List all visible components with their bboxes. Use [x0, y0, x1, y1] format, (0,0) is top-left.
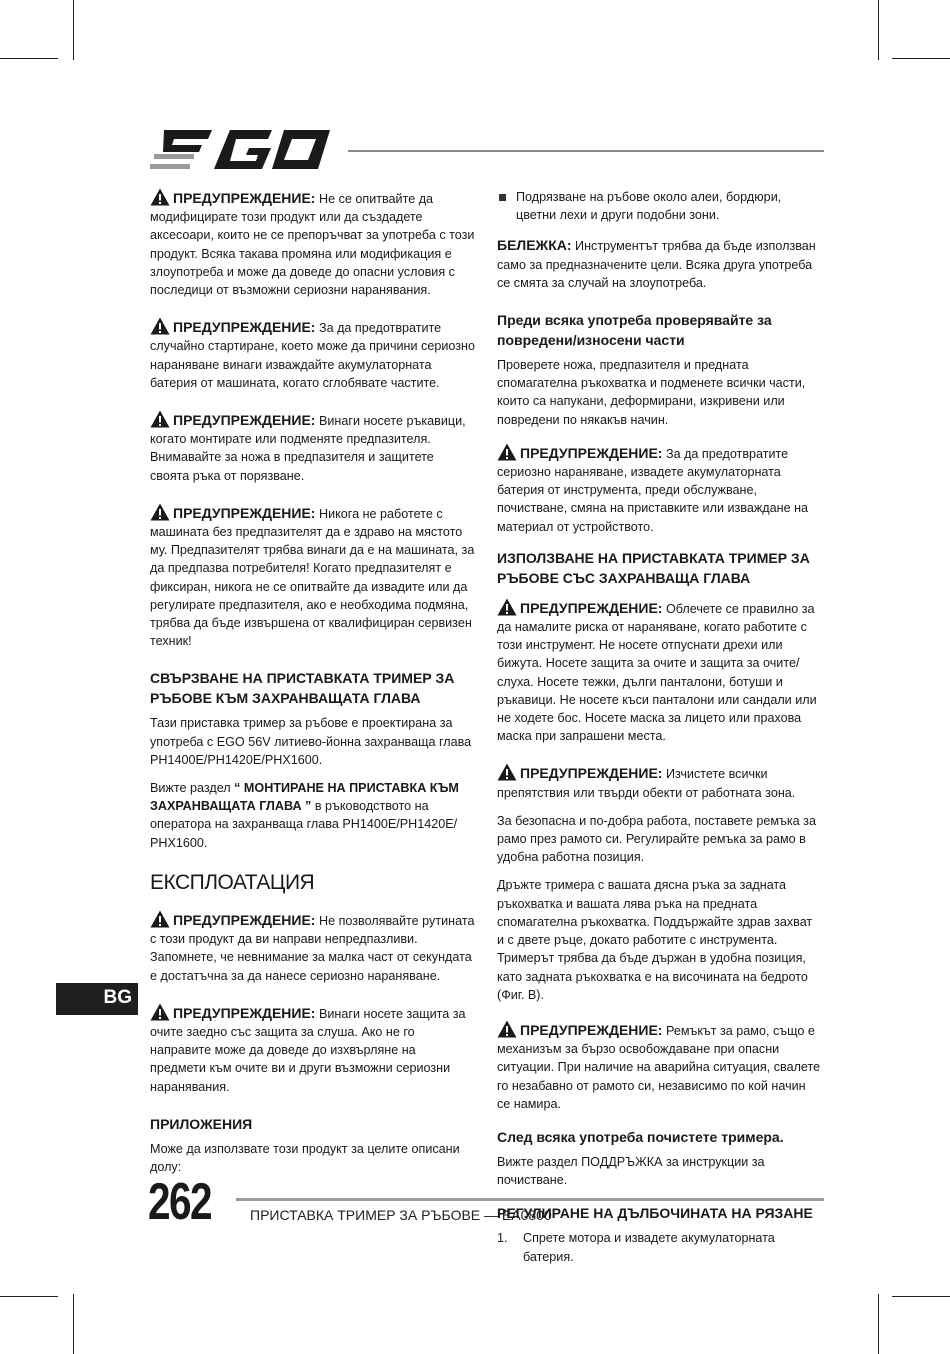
strap-text: За безопасна и по-добра работа, поставете ремъка за рамо през рамото си. Регулирайте ремъка за рамо в удобна работна позиция. [497, 813, 816, 865]
warning-label: ПРЕДУПРЕЖДЕНИЕ: [173, 504, 316, 521]
note-label: БЕЛЕЖКА: [497, 237, 572, 254]
warning-triangle-icon [497, 1020, 517, 1038]
check-text: Проверете ножа, предпазителя и предната спомагателна ръкохватка и подменете всички части, които са напукани, деформирани, изкривени или повредени по някакъв начин. [497, 358, 806, 427]
language-tab-label: BG [103, 987, 132, 1008]
note-text: Инструментът трябва да бъде използван само за предназначените цели. Всяка друга употреба се смята за случай на злоупотреба. [497, 239, 816, 290]
warning-triangle-icon [150, 1003, 170, 1021]
warning-block [150, 317, 475, 392]
language-tab [56, 983, 138, 1015]
warning-triangle-icon [150, 910, 170, 928]
list-item [497, 1229, 822, 1265]
ego-logo [150, 128, 332, 172]
warning-label: ПРЕДУПРЕЖДЕНИЕ: [520, 599, 663, 616]
connect-reference [150, 779, 475, 852]
warning-text: Изчистете всички препятствия или твърди обекти от работната зона. [497, 767, 796, 800]
crop-mark [0, 58, 58, 59]
list-item [497, 188, 822, 224]
warning-block [150, 503, 475, 651]
crop-mark [878, 1294, 879, 1354]
warning-triangle-icon [150, 188, 170, 206]
warning-text: За да предотвратите сериозно нараняване, извадете акумулаторната батерия от инструмента, преди обслужване, почистване, смяна на приставките или изваждане на материал от устройството. [497, 446, 809, 534]
warning-label: ПРЕДУПРЕЖДЕНИЕ: [173, 1004, 316, 1021]
use-heading: ИЗПОЛЗВАНЕ НА ПРИСТАВКАТА ТРИМЕР ЗА РЪБОВЕ СЪС ЗАХРАНВАЩА ГЛАВА [497, 549, 810, 586]
crop-mark [73, 1294, 74, 1354]
header-rule [348, 150, 824, 152]
warning-triangle-icon [150, 410, 170, 428]
reference-prefix: Вижте раздел [150, 781, 235, 796]
warning-triangle-icon [497, 763, 517, 781]
reference-suffix: в ръководството на оператора на захранваща глава PH1400E/PH1420E/ PHX1600. [150, 799, 458, 850]
warning-triangle-icon [497, 598, 517, 616]
crop-mark [892, 1296, 950, 1297]
warning-label: ПРЕДУПРЕЖДЕНИЕ: [520, 444, 663, 461]
warning-service [497, 443, 822, 536]
clean-text: Вижте раздел ПОДДРЪЖКА за инструкции за почистване. [497, 1154, 765, 1188]
warning-block [150, 1003, 475, 1096]
left-column [150, 188, 475, 1186]
warning-label: ПРЕДУПРЕЖДЕНИЕ: [173, 911, 316, 928]
connect-heading: СВЪРЗВАНЕ НА ПРИСТАВКАТА ТРИМЕР ЗА РЪБОВЕ КЪМ ЗАХРАНВАЩАТА ГЛАВА [150, 670, 455, 707]
warning-label: ПРЕДУПРЕЖДЕНИЕ: [173, 190, 316, 206]
warning-block [150, 910, 475, 985]
warning-text: Не позволявайте рутината с този продукт да ви направи непредпазливи. Запомнете, че невнимание за малка част от секундата е достатъчна за да нанесе сериозно нараняване. [150, 913, 475, 983]
warning-dress [497, 598, 822, 746]
warning-triangle-icon [497, 443, 517, 461]
warning-block [150, 188, 475, 299]
warning-clear [497, 763, 822, 801]
right-column [497, 188, 822, 1266]
note [497, 236, 822, 292]
hold-text: Дръжте тримера с вашата дясна ръка за задната ръкохватка и вашата лява ръка на предната спомагателна ръкохватка. Поддържайте здрав захват и с двете ръце, докато работите с инструмента. Тримерът трябва да бъде държан в удобна позиция, като задната ръкохватка е на височината на бедрото (Фиг. В). [497, 878, 813, 1002]
footer-title: ПРИСТАВКА ТРИМЕР ЗА РЪБОВЕ — EA0800 [250, 1207, 552, 1223]
warning-text: Винаги носете ръкавици, когато монтирате или подменяте предпазителя. Внимавайте за ножа в предпазителя и защитете своята ръка от порязване. [150, 414, 466, 483]
warnings-top [150, 188, 475, 650]
operation-heading: ЕКСПЛОАТАЦИЯ [150, 870, 315, 894]
warning-text: Ремъкът за рамо, също е механизъм за бързо освобождаване при опасни ситуации. При наличие на аварийна ситуация, свалете го незабавно от рамото си, независимо по кой начин се намира. [497, 1023, 821, 1111]
bullet-square-icon [499, 194, 506, 201]
warning-label: ПРЕДУПРЕЖДЕНИЕ: [173, 412, 316, 429]
check-heading: Преди всяка употреба проверявайте за повредени/износени части [497, 312, 772, 349]
warning-text: Облечете се правилно за да намалите риска от нараняване, когато работите с този инструмент. Не носете отпуснати дрехи или бижута. Носете защита за очите и защита за очите/ слуха. Носете тежки, дълги панталони, ботуши и ръкавици. Не носете къси панталони или сандали или не ходете бос. Носете маска за лицето или прахова маска при запрашени места. [497, 601, 817, 744]
step-text: Спрете мотора и извадете акумулаторната батерия. [523, 1231, 775, 1264]
warning-text: Никога не работете с машината без предпазителят да е здраво на мястото му. Предпазителят трябва винаги да е на машината, за да предпазва потребителя! Когато предпазителят е фиксиран, никога не се опитвайте да извадите или да регулирате предпазителя, ако е необходима подмяна, трябва да бъде извършена от квалифициран сервизен техник! [150, 506, 475, 649]
reference-section: “ МОНТИРАНЕ НА ПРИСТАВКА КЪМ ЗАХРАНВАЩАТА ГЛАВА ” [150, 781, 459, 814]
warning-strap [497, 1020, 822, 1113]
connect-paragraph: Тази приставка тример за ръбове е проектирана за употреба с EGO 56V литиево-йонна захранваща глава PH1400E/PH1420E/PHX1600. [150, 716, 472, 767]
warning-label: ПРЕДУПРЕЖДЕНИЕ: [520, 1021, 663, 1038]
warning-text: Винаги носете защита за очите заедно със защита за слуша. Ако не го направите може да доведе до изхвърляне на предмети към очите ви и други възможни сериозни наранявания. [150, 1006, 466, 1094]
warnings-operation [150, 910, 475, 1096]
warning-block [150, 410, 475, 485]
page-number: 262 [148, 1173, 211, 1231]
crop-mark [892, 58, 950, 59]
footer-rule [236, 1198, 824, 1201]
crop-mark [878, 0, 879, 60]
crop-mark [0, 1296, 58, 1297]
warning-triangle-icon [150, 503, 170, 521]
warning-label: ПРЕДУПРЕЖДЕНИЕ: [520, 765, 663, 782]
warning-triangle-icon [150, 317, 170, 335]
warning-text: Не се опитвайте да модифицирате този продукт или да създадете аксесоари, които не се препоръчват за употреба с този продукт. Всяка такава промяна или модификация е злоупотреба и може да доведе до опасни условия с последици от възможни сериозни наранявания. [150, 192, 475, 298]
warning-label: ПРЕДУПРЕЖДЕНИЕ: [173, 319, 316, 336]
bullet-text: Подрязване на ръбове около алеи, бордюри, цветни лехи и други подобни зони. [516, 190, 782, 223]
step-number: 1. [497, 1231, 508, 1246]
applications-text: Може да използвате този продукт за целите описани долу: [150, 1141, 460, 1174]
applications-heading: ПРИЛОЖЕНИЯ [150, 1115, 253, 1132]
crop-mark [73, 0, 74, 60]
clean-heading: След всяка употреба почистете тримера. [497, 1128, 784, 1145]
warning-text: За да предотвратите случайно стартиране, което може да причини сериозно нараняване винаги изваждайте акумулаторната батерия от машината, когато сглобявате частите. [150, 321, 475, 390]
depth-heading: РЕГУЛИРАНЕ НА ДЪЛБОЧИНАТА НА РЯЗАНЕ [497, 1205, 813, 1222]
